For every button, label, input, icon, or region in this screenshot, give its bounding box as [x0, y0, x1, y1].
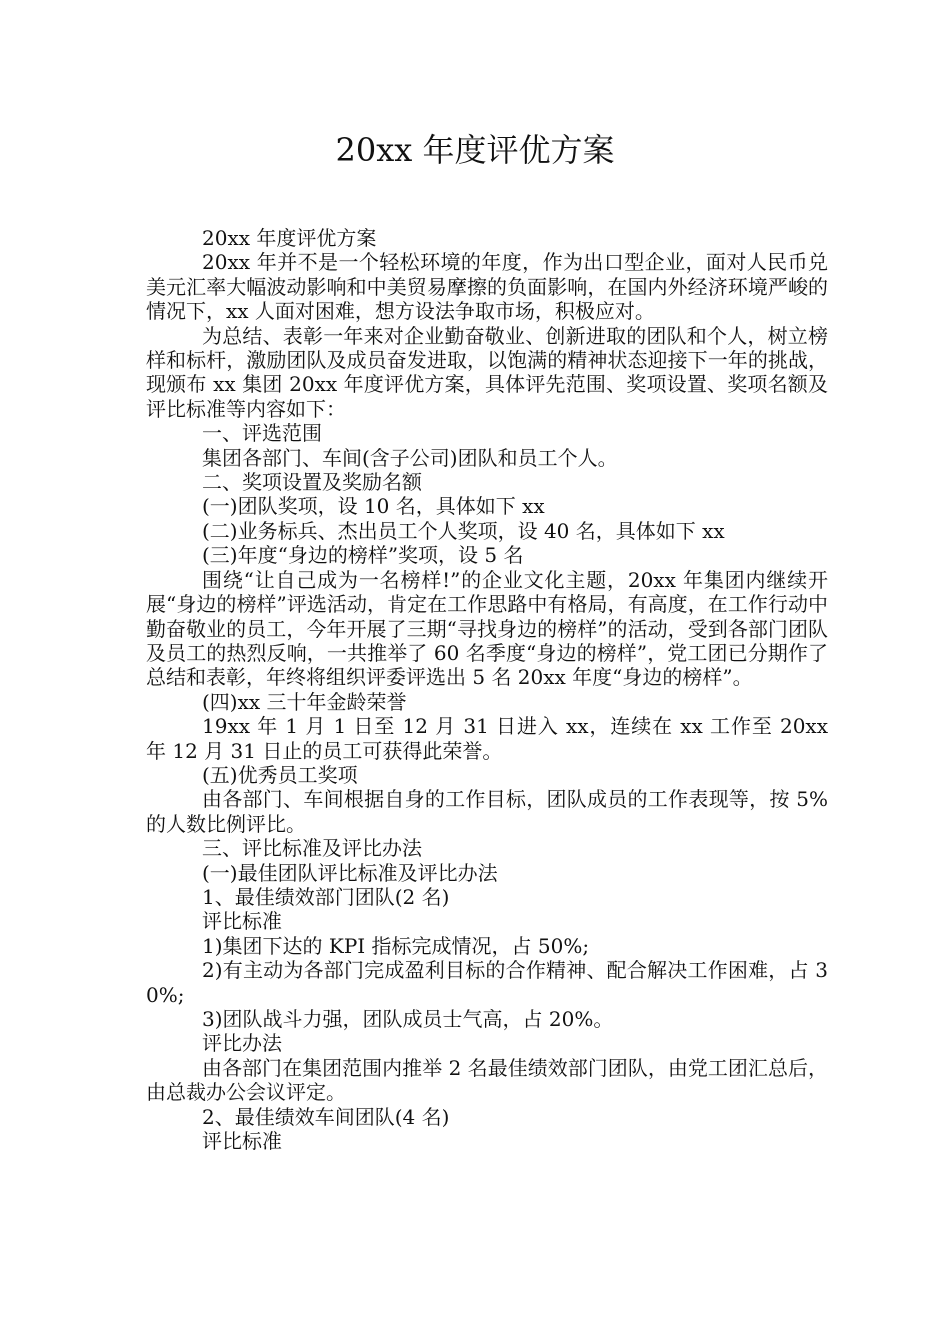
paragraph-purpose: 为总结、表彰一年来对企业勤奋敬业、创新进取的团队和个人，树立榜样和标杆，激励团队及成员奋发进取，以饱满的精神状态迎接下一年的挑战，现颁布 xx 集团 20xx 年度评优方案，具体评先范围、奖项设置、奖项名额及评比标准等内容如下：: [146, 323, 828, 421]
document-title: 20xx 年度评优方案: [335, 131, 615, 169]
paragraph-scope: 集团各部门、车间(含子公司)团队和员工个人。: [202, 445, 618, 470]
criteria-item-cooperation: 2)有主动为各部门完成盈利目标的合作精神、配合解决工作困难，占 30%;: [146, 958, 828, 1007]
paragraph-excellent-employee: 由各部门、车间根据自身的工作目标，团队成员的工作表现等，按 5%的人数比例评比。: [146, 787, 828, 836]
award-item-excellent-employee: (五)优秀员工奖项: [202, 762, 358, 787]
section-heading-scope: 一、评选范围: [202, 421, 322, 446]
label-criteria: 评比标准: [202, 909, 282, 934]
item-best-department-team: 1、最佳绩效部门团队(2 名): [202, 884, 450, 909]
paragraph-role-model: 围绕“让自己成为一名榜样!”的企业文化主题，20xx 年集团内继续开展“身边的榜样”评选活动，肯定在工作思路中有格局，有高度，在工作行动中勤奋敬业的员工，今年开展了三期“寻找身边的榜样”的活动，受到各部门团队及员工的热烈反响，一共推举了 60 名季度“身边的榜样”，党工团已分期作了总结和表彰，年终将组织评委评选出 5 名 20xx 年度“身边的榜样”。: [146, 567, 828, 690]
section-heading-awards: 二、奖项设置及奖励名额: [202, 470, 422, 495]
document-body: [146, 226, 828, 1153]
subsection-best-team: (一)最佳团队评比标准及评比办法: [202, 860, 498, 885]
paragraph-subtitle: 20xx 年度评优方案: [202, 226, 377, 250]
paragraph-background: 20xx 年并不是一个轻松环境的年度，作为出口型企业，面对人民币兑美元汇率大幅波动影响和中美贸易摩擦的负面影响，在国内外经济环境严峻的情况下，xx 人面对困难，想方设法争取市场，积极应对。: [146, 250, 828, 324]
label-criteria-2: 评比标准: [202, 1129, 282, 1154]
section-heading-criteria: 三、评比标准及评比办法: [202, 836, 422, 861]
award-item-individual: (二)业务标兵、杰出员工个人奖项，设 40 名，具体如下 xx: [202, 518, 725, 543]
paragraph-thirty-years: 19xx 年 1 月 1 日至 12 月 31 日进入 xx，连续在 xx 工作至 20xx 年 12 月 31 日止的员工可获得此荣誉。: [146, 714, 828, 763]
award-item-role-model: (三)年度“身边的榜样”奖项，设 5 名: [202, 543, 524, 568]
award-item-team: (一)团队奖项，设 10 名，具体如下 xx: [202, 494, 545, 519]
criteria-item-morale: 3)团队战斗力强，团队成员士气高，占 20%。: [202, 1007, 614, 1031]
item-best-workshop-team: 2、最佳绩效车间团队(4 名): [202, 1104, 450, 1129]
award-item-thirty-years: (四)xx 三十年金龄荣誉: [202, 689, 407, 714]
label-method: 评比办法: [202, 1031, 282, 1056]
criteria-item-kpi: 1)集团下达的 KPI 指标完成情况，占 50%;: [202, 933, 590, 958]
paragraph-method: 由各部门在集团范围内推举 2 名最佳绩效部门团队，由党工团汇总后，由总裁办公会议评定。: [146, 1055, 828, 1105]
